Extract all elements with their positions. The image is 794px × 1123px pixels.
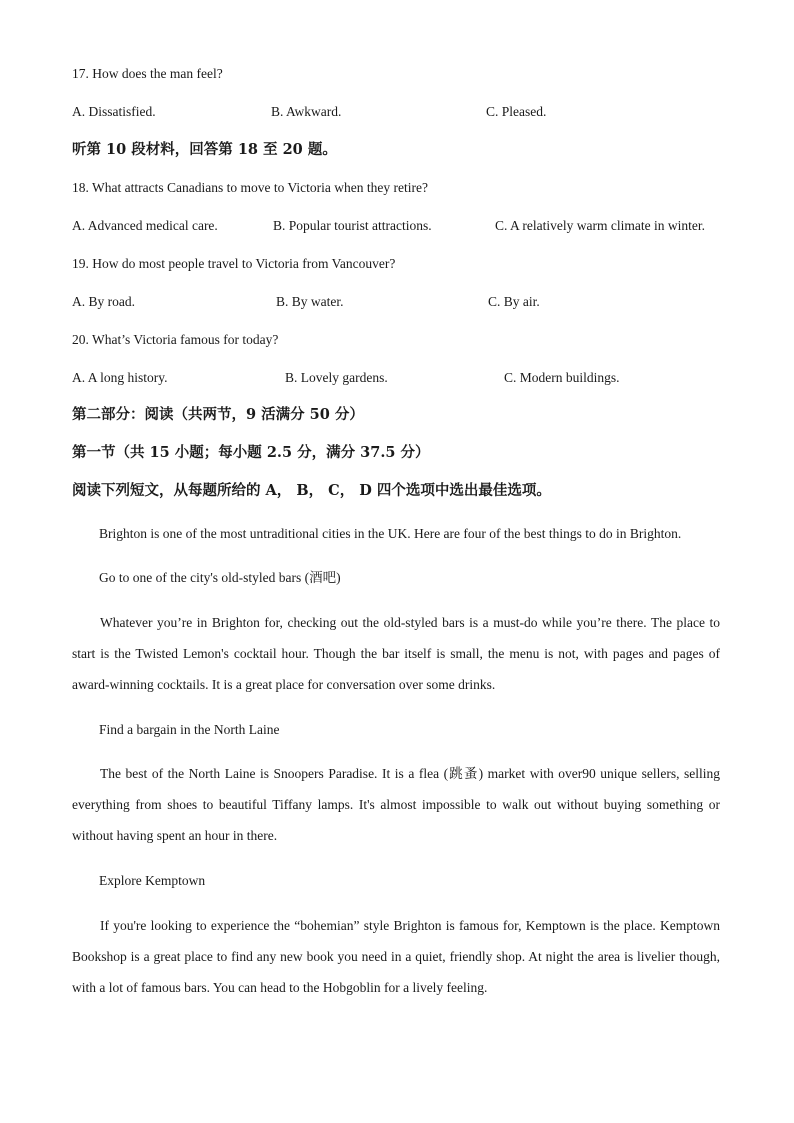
q17-option-a: A. Dissatisfied.: [72, 104, 156, 119]
q17-option-c: C. Pleased.: [486, 104, 547, 119]
question-20: 20. What’s Victoria famous for today?: [72, 332, 279, 347]
question-18: 18. What attracts Canadians to move to Victoria when they retire?: [72, 180, 428, 195]
paragraph-kemptown: If you're looking to experience the “bohemian” style Brighton is famous for, Kemptown is the place. Kemptown Bookshop is a great place to find any new book you need in a quiet, friendly shop. At night the area is livelier though, with a lot of famous bars. You can head to the Hobgoblin for a lively feeling.: [72, 918, 720, 995]
reading-part-title: 第二部分：阅读（共两节，9 活满分 50 分）: [72, 406, 364, 423]
reading-section-title: 第一节（共 15 小题；每小题 2.5 分，满分 37.5 分）: [72, 444, 430, 461]
q19-option-a: A. By road.: [72, 294, 135, 309]
q19-option-b: B. By water.: [276, 294, 344, 309]
subheading-bars: Go to one of the city's old-styled bars (酒吧): [99, 570, 341, 585]
q20-option-b: B. Lovely gardens.: [285, 370, 388, 385]
section-10-instruction: 听第 10 段材料，回答第 18 至 20 题。: [72, 141, 337, 158]
passage-intro: Brighton is one of the most untraditional cities in the UK. Here are four of the best things to do in Brighton.: [99, 526, 682, 541]
q20-option-c: C. Modern buildings.: [504, 370, 620, 385]
paragraph-north-laine: The best of the North Laine is Snoopers Paradise. It is a flea (跳蚤) market with over90 unique sellers, selling everything from shoes to beautiful Tiffany lamps. It's almost impossible to walk out without buying something or without having spent an hour in there.: [72, 766, 720, 843]
reading-instruction: 阅读下列短文，从每题所给的 A， B， C， D 四个选项中选出最佳选项。: [72, 482, 551, 499]
question-17: 17. How does the man feel?: [72, 66, 223, 81]
q18-option-c: C. A relatively warm climate in winter.: [495, 218, 705, 233]
subheading-kemptown: Explore Kemptown: [99, 873, 206, 888]
q19-option-c: C. By air.: [488, 294, 540, 309]
q17-option-b: B. Awkward.: [271, 104, 342, 119]
paragraph-bars: Whatever you’re in Brighton for, checking out the old-styled bars is a must-do while you’re there. The place to start is the Twisted Lemon's cocktail hour. Though the bar itself is small, the menu is not, with pages and pages of award-winning cocktails. It is a great place for conversation over some drinks.: [72, 615, 720, 692]
subheading-north-laine: Find a bargain in the North Laine: [99, 722, 280, 737]
question-19: 19. How do most people travel to Victoria from Vancouver?: [72, 256, 396, 271]
q18-option-a: A. Advanced medical care.: [72, 218, 218, 233]
q20-option-a: A. A long history.: [72, 370, 168, 385]
q18-option-b: B. Popular tourist attractions.: [273, 218, 432, 233]
